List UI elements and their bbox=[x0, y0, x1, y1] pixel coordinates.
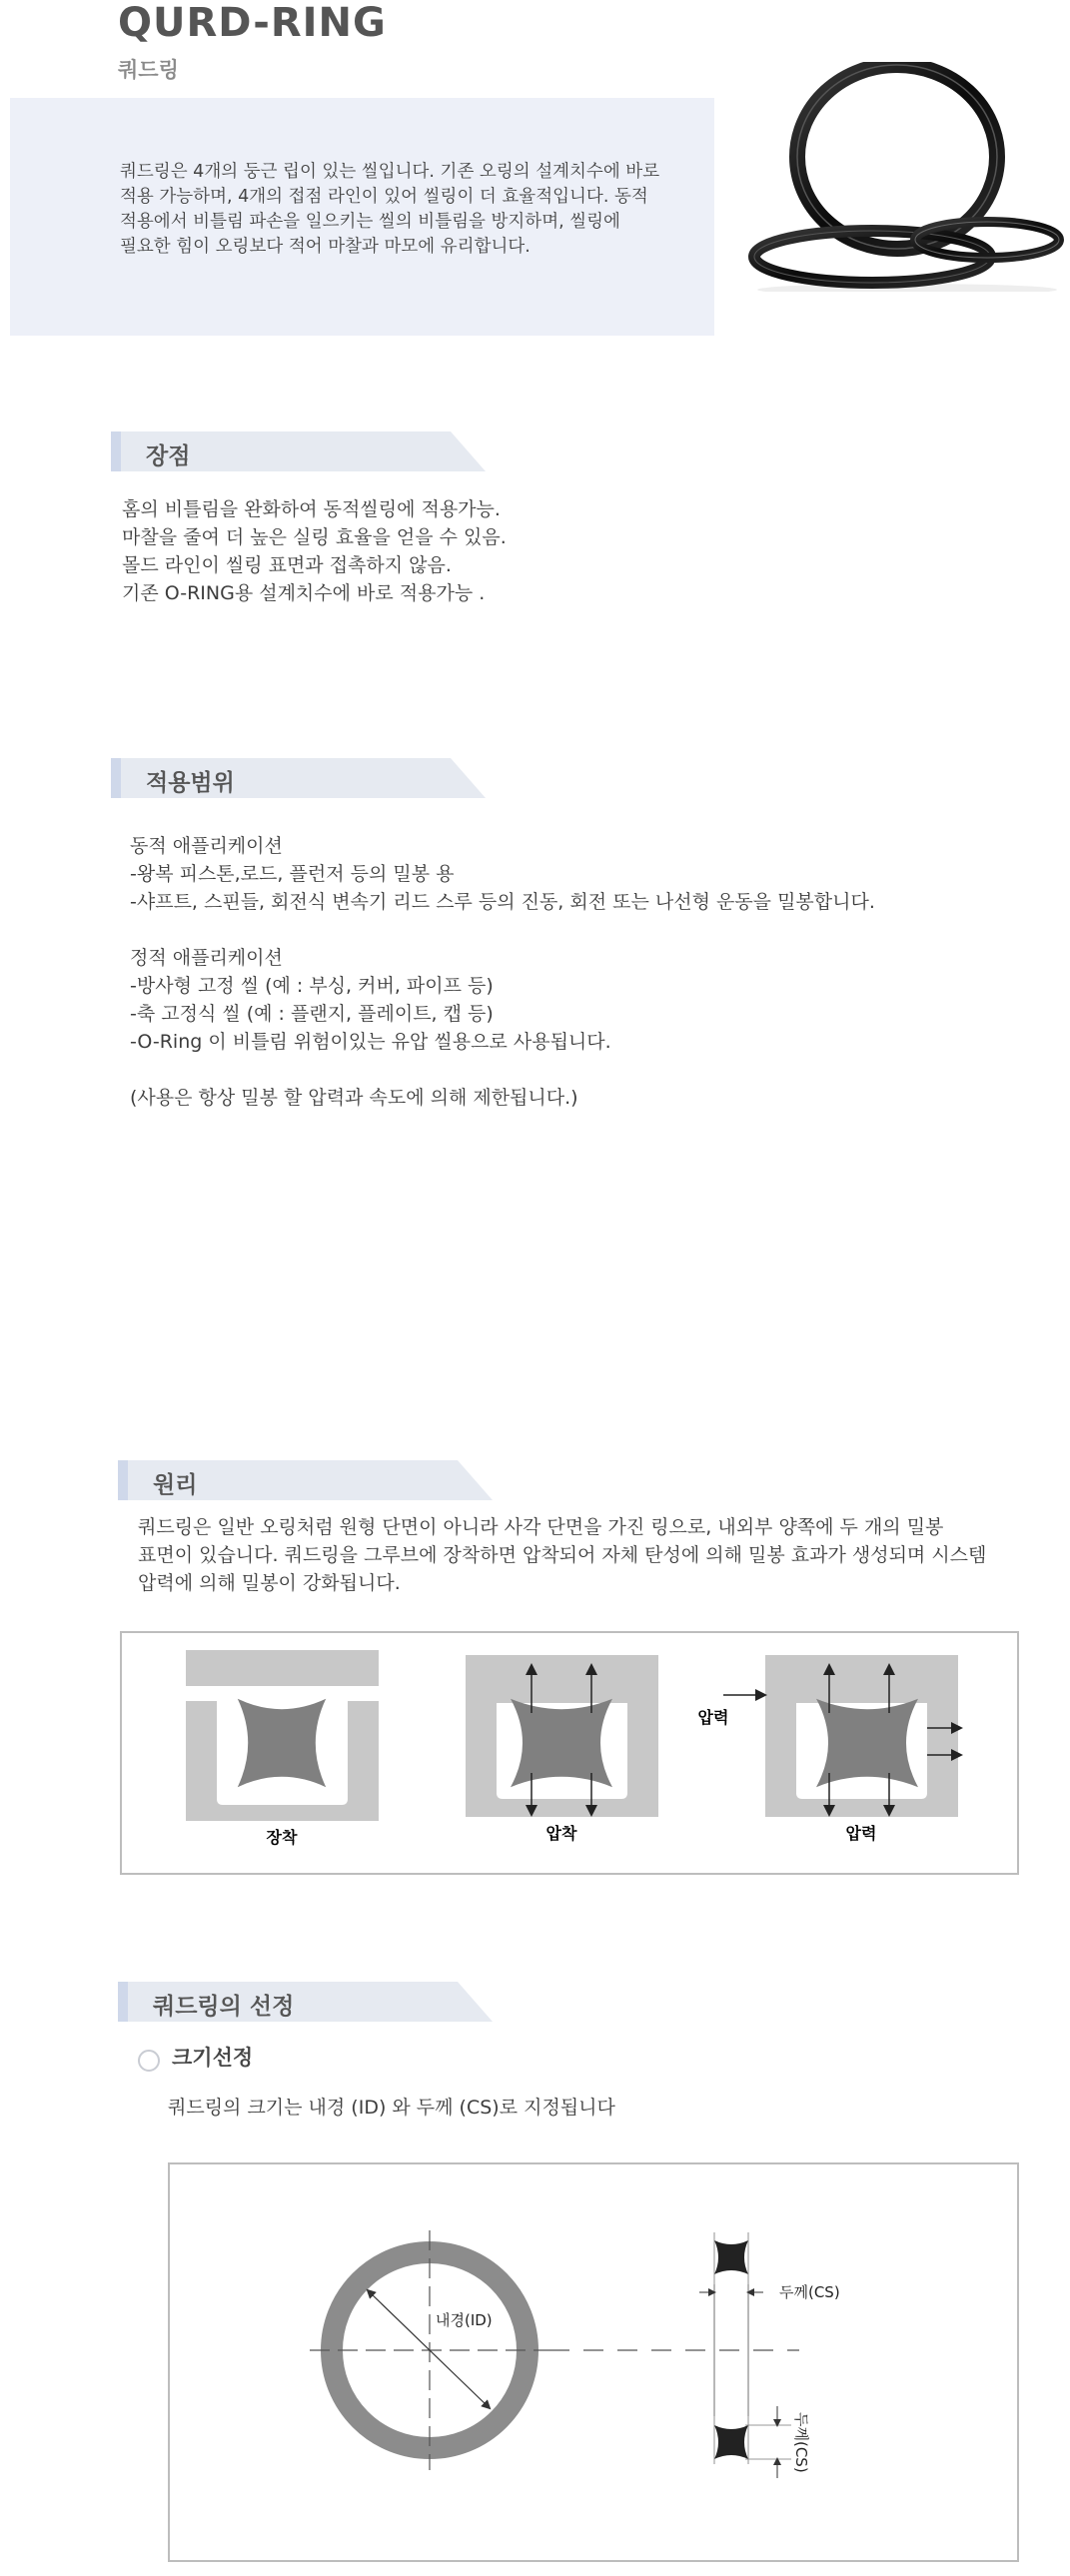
list-item: 몰드 라인이 씰링 표면과 접촉하지 않음. bbox=[122, 554, 452, 576]
bullet-circle-icon bbox=[138, 2050, 160, 2072]
sub-heading-size: 크기선정 bbox=[172, 2046, 254, 2070]
list-item: 마찰을 줄여 더 높은 실링 효율을 얻을 수 있음. bbox=[122, 526, 507, 548]
list-item: 기존 O-RING용 설계치수에 바로 적용가능 . bbox=[122, 582, 486, 604]
section-title: 원리 bbox=[153, 1472, 198, 1498]
section-title: 쿼드링의 선정 bbox=[153, 1994, 295, 2020]
list-item: -방사형 고정 씰 (예 : 부싱, 커버, 파이프 등) bbox=[130, 975, 494, 997]
usage-note: (사용은 항상 밀봉 할 압력과 속도에 의해 제한됩니다.) bbox=[130, 1087, 578, 1109]
advantages-list bbox=[122, 495, 507, 607]
principle-diagram-svg bbox=[122, 1633, 1017, 1873]
mount-label: 장착 bbox=[266, 1828, 298, 1847]
intro-line: 적용에서 비틀림 파손을 일으키는 씰의 비틀림을 방지하며, 씰링에 bbox=[120, 212, 620, 232]
principle-line: 표면이 있습니다. 쿼드링을 그루브에 장착하면 압착되어 자체 탄성에 의해 밀봉 효과가 생성되며 시스템 bbox=[138, 1544, 987, 1566]
id-label: 내경(ID) bbox=[436, 2311, 493, 2329]
intro-line: 적용 가능하며, 4개의 접점 라인이 있어 씰링이 더 효율적입니다. 동적 bbox=[120, 187, 648, 207]
principle-line: 쿼드링은 일반 오링처럼 원형 단면이 아니라 사각 단면을 가진 링으로, 내외부 양쪽에 두 개의 밀봉 bbox=[138, 1516, 944, 1538]
page-subtitle: 쿼드링 bbox=[118, 58, 179, 82]
intro-line: 쿼드링은 4개의 둥근 립이 있는 씰입니다. 기존 오링의 설계치수에 바로 bbox=[120, 162, 660, 182]
intro-line: 필요한 힘이 오링보다 적어 마찰과 마모에 유리합니다. bbox=[120, 237, 531, 257]
page-title: QURD-RING bbox=[118, 0, 387, 46]
applications-content bbox=[130, 832, 875, 1112]
list-item: -왕복 피스톤,로드, 플런저 등의 밀봉 용 bbox=[130, 863, 455, 885]
principle-text bbox=[138, 1513, 1037, 1597]
quad-ring-product-image bbox=[747, 62, 1067, 292]
cs-vertical-label: 두께(CS) bbox=[792, 2412, 810, 2473]
dynamic-app-title: 동적 애플리케이션 bbox=[130, 835, 283, 857]
mount-panel bbox=[186, 1650, 379, 1821]
list-item: 홈의 비틀림을 완화하여 동적씰링에 적용가능. bbox=[122, 498, 501, 520]
pressure-label: 압력 bbox=[845, 1824, 877, 1843]
principle-line: 압력에 의해 밀봉이 강화됩니다. bbox=[138, 1572, 401, 1594]
cs-label: 두께(CS) bbox=[779, 2283, 840, 2301]
section-header-principle bbox=[118, 1460, 493, 1500]
pressure-panel bbox=[723, 1655, 958, 1817]
section-title: 장점 bbox=[146, 443, 191, 469]
section-title: 적용범위 bbox=[146, 770, 235, 796]
size-description: 쿼드링의 크기는 내경 (ID) 와 두께 (CS)로 지정됩니다 bbox=[168, 2097, 615, 2119]
squeeze-panel bbox=[466, 1655, 658, 1817]
principle-diagram bbox=[120, 1631, 1019, 1875]
size-diagram-svg bbox=[170, 2164, 1017, 2560]
section-header-applications bbox=[111, 758, 486, 798]
section-header-advantages bbox=[111, 431, 486, 471]
pressure-arrow-label: 압력 bbox=[697, 1708, 729, 1727]
size-diagram bbox=[168, 2162, 1019, 2562]
list-item: -축 고정식 씰 (예 : 플랜지, 플레이트, 캡 등) bbox=[130, 1003, 494, 1025]
list-item: -O-Ring 이 비틀림 위험이있는 유압 씰용으로 사용됩니다. bbox=[130, 1031, 611, 1053]
squeeze-label: 압착 bbox=[545, 1824, 577, 1843]
intro-text bbox=[120, 160, 699, 260]
static-app-title: 정적 애플리케이션 bbox=[130, 947, 283, 969]
section-header-selection bbox=[118, 1982, 493, 2022]
list-item: -샤프트, 스핀들, 회전식 변속기 리드 스루 등의 진동, 회전 또는 나선형 운동을 밀봉합니다. bbox=[130, 891, 875, 913]
